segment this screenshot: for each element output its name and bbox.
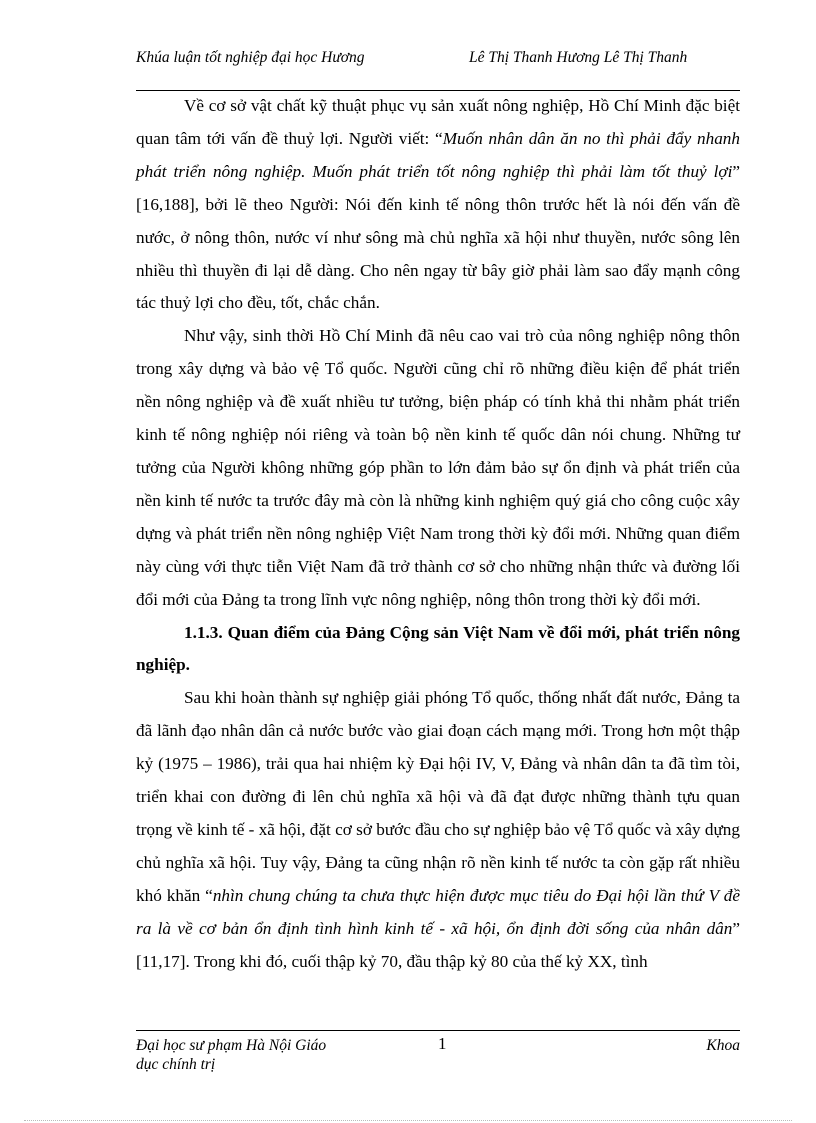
header-thesis-title: Khúa luận tốt nghiệp đại học Hương: [136, 49, 365, 66]
paragraph-text: Sau khi hoàn thành sự nghiệp giải phóng Tổ quốc, thống nhất đất nước, Đảng ta đã lãnh đạo nhân dân cả nước bước vào giai đoạn cách mạng mới. Trong hơn một thập kỷ (1975 – 1986), trải qua hai nhiệm kỳ Đại hội IV, V, Đảng và nhân dân ta đã tìm tòi, triển khai con đường đi lên chủ nghĩa xã hội và đã đạt được những thành tựu quan trọng về kinh tế - xã hội, đặt cơ sở bước đầu cho sự nghiệp bảo vệ Tổ quốc và xây dựng chủ nghĩa xã hội. Tuy vậy, Đảng ta cũng nhận rõ nền kinh tế nước ta còn gặp rất nhiều khó khăn “: [136, 688, 740, 905]
page-bottom-border: [24, 1120, 792, 1121]
footer-faculty: Khoa: [706, 1037, 740, 1054]
paragraph-irrigation: [136, 90, 740, 320]
quote-text: Muốn nhân dân ăn no thì phải đẩy nhanh phát triển nông nghiệp. Muốn phát triển tốt nông nghiệp thì phải làm tốt thuỷ lợi: [136, 128, 740, 181]
paragraph-summary: Như vậy, sinh thời Hồ Chí Minh đã nêu cao vai trò của nông nghiệp nông thôn trong xây dựng và bảo vệ Tổ quốc. Người cũng chỉ rõ những điều kiện để phát triển nền nông nghiệp và đề xuất nhiều tư tưởng, biện pháp có tính khả thi nhằm phát triển kinh tế nông nghiệp nói riêng và toàn bộ nền kinh tế quốc dân nói chung. Những tư tưởng của Người không những góp phần to lớn đảm bảo sự ổn định và phát triển của nền kinh tế nước ta trước đây mà còn là những kinh nghiệm quý giá cho công cuộc xây dựng và phát triển nền nông nghiệp Việt Nam trong thời kỳ đổi mới. Những quan điểm này cùng với thực tiễn Việt Nam đã trở thành cơ sở cho những nhận thức và đường lối đổi mới của Đảng ta trong lĩnh vực nông nghiệp, nông thôn trong thời kỳ đổi mới.: [136, 326, 740, 609]
header-author: Lê Thị Thanh Hương Lê Thị Thanh: [469, 49, 688, 66]
paragraph-text: Về cơ sở vật chất kỹ thuật phục vụ sản xuất nông nghiệp, Hồ Chí Minh đặc biệt quan tâm tới vấn đề thuỷ lợi. Người viết: “: [136, 96, 740, 148]
section-heading: 1.1.3. Quan điểm của Đảng Cộng sản Việt Nam về đổi mới, phát triển nông nghiệp.: [136, 622, 740, 675]
page-number: 1: [438, 1034, 447, 1053]
quote-text: nhìn chung chúng ta chưa thực hiện được mục tiêu do Đại hội lần thứ V đề ra là về cơ bản ổn định tình hình kinh tế - xã hội, ổn định đời sống của nhân dân: [136, 885, 740, 938]
paragraph-text: ” [16,188], bởi lẽ theo Người: Nói đến kinh tế nông thôn trước hết là nói đến vấn đề nước, ở nông thôn, nước ví như sông mà chủ nghĩa xã hội như thuyền, nước sông lên nhiều thì thuyền đi lại dễ dàng. Cho nên ngay từ bây giờ phải làm sao đẩy mạnh công tác thuỷ lợi cho đều, tốt, chắc chắn.: [136, 161, 740, 313]
document-body: [136, 90, 740, 978]
footer-rule: [136, 1030, 740, 1031]
paragraph-party-view: [136, 682, 740, 978]
footer-university: Đại học sư phạm Hà Nội Giáo dục chính trị: [136, 1037, 327, 1073]
paragraph-text: ” [11,17]. Trong khi đó, cuối thập kỷ 70, đầu thập kỷ 80 của thế kỷ XX, tình: [136, 918, 740, 971]
